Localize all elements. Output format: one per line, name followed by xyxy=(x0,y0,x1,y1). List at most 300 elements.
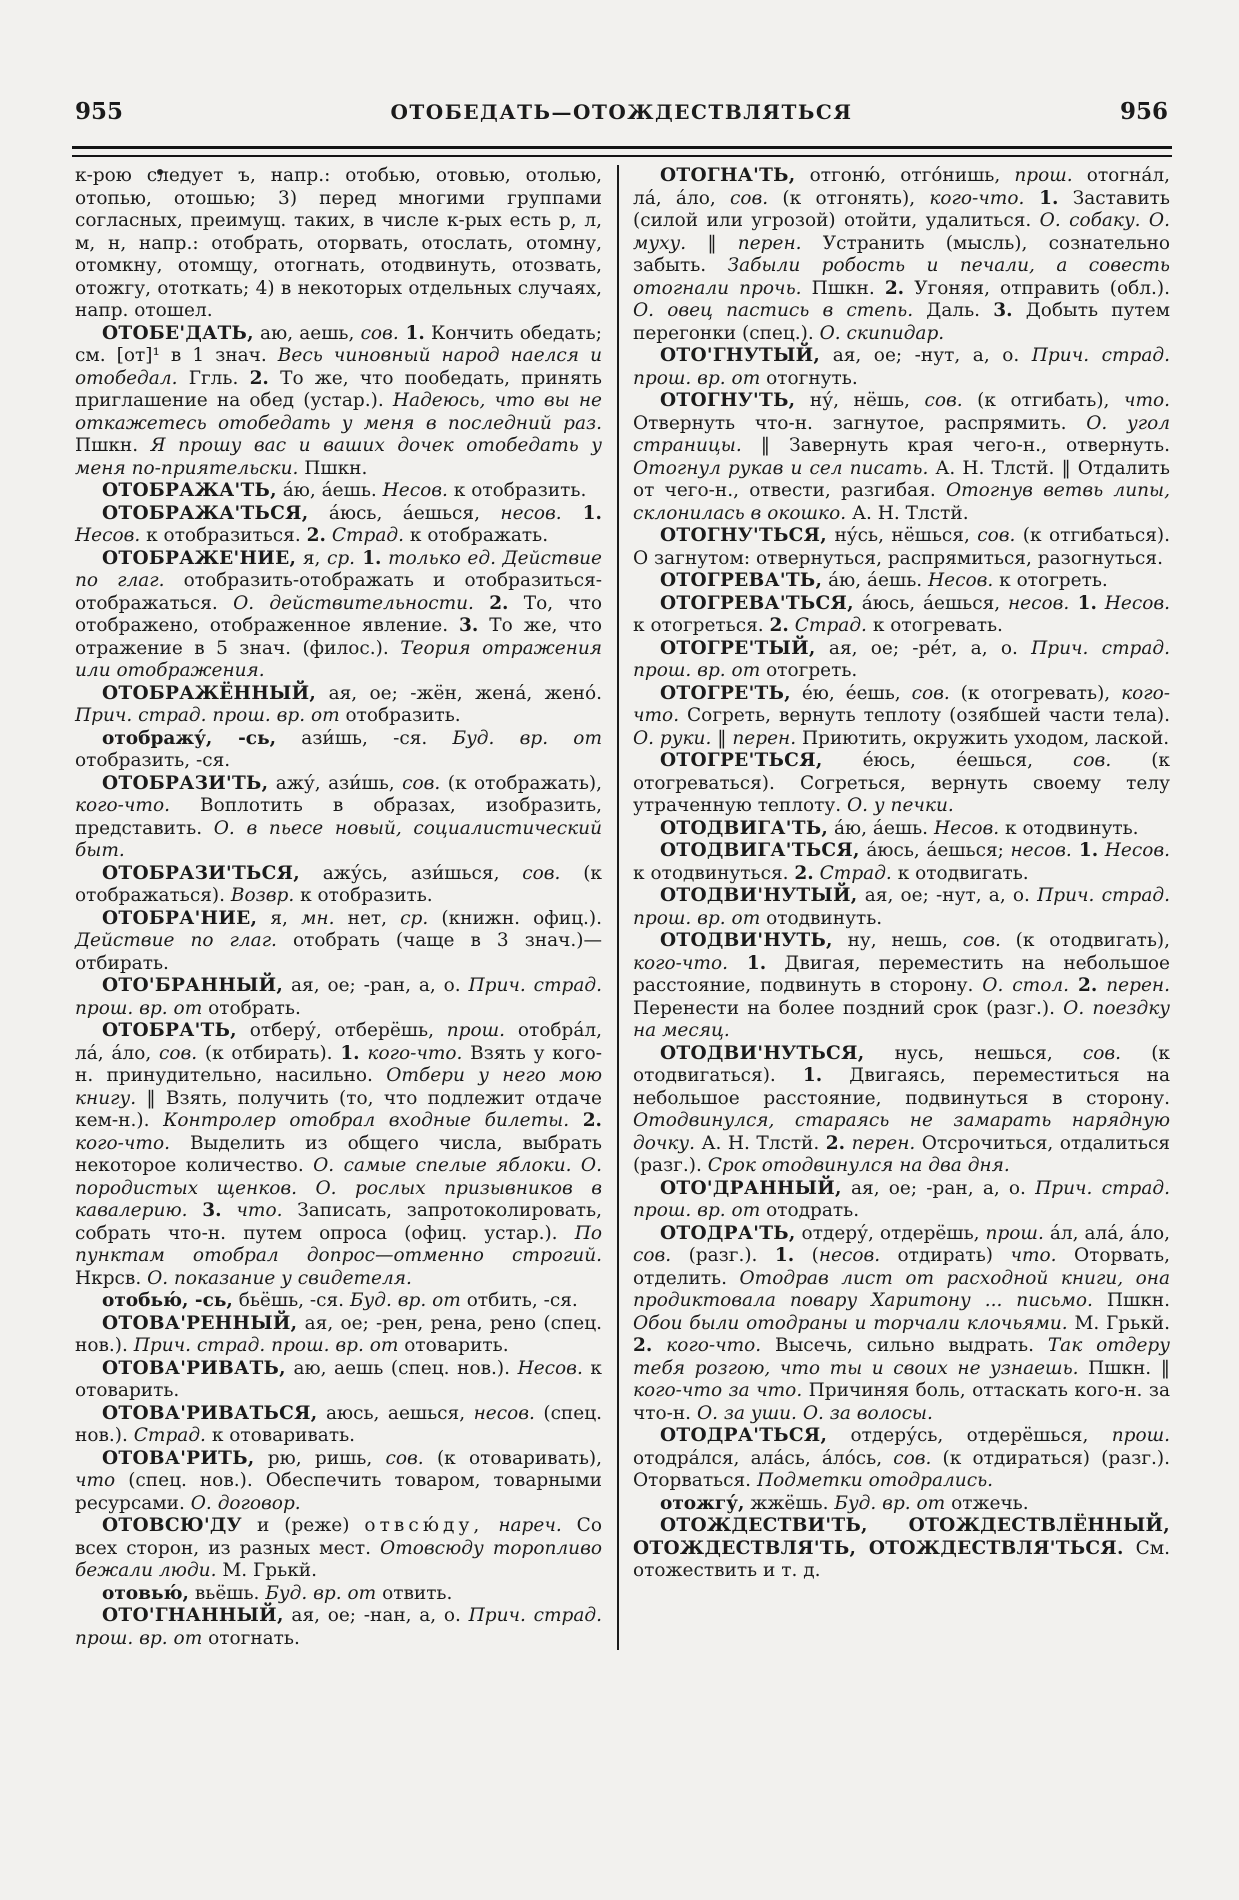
text-segment: ая, ое; -ран, а, о. xyxy=(841,1177,1036,1199)
text-segment: Записать, запротоколировать, собрать что-н. путем опроса (офиц. устар.). xyxy=(75,1200,602,1244)
entry-otogrevatsya xyxy=(633,593,1170,638)
grammar-label: что. xyxy=(1010,1245,1057,1266)
text-segment: отдеру́, отдерёшь, xyxy=(795,1222,986,1244)
text-segment: к отобразиться. xyxy=(140,525,307,546)
text-segment xyxy=(222,1200,237,1221)
grammar-label: сов. xyxy=(522,862,561,884)
headword: ОТОГНУ'ТЬ, xyxy=(660,390,796,411)
entry-otodratsya xyxy=(633,1425,1170,1493)
entry-otodvigat xyxy=(633,818,1170,841)
text-segment: ‖ Взять, получить (то, что подлежит отдаче кем-н.). xyxy=(75,1087,602,1131)
text-segment: М. Грькй. xyxy=(1067,1312,1170,1334)
text-segment xyxy=(474,593,489,614)
entry-otobrazhenie xyxy=(75,548,602,683)
text-segment xyxy=(1097,975,1106,996)
text-segment: А. Н. Тлстй. xyxy=(846,502,969,524)
text-segment: Заставить (силой или угрозой) отойти, удалиться. xyxy=(633,187,1170,231)
grammar-label: Прич. страд. прош. вр. от xyxy=(75,705,340,726)
text-segment: а́юсь, а́ешься, xyxy=(853,592,1008,614)
text-segment: Пшкн. xyxy=(801,277,885,299)
bold-form: 2. xyxy=(306,525,326,546)
grammar-label: Прич. страд. прош. вр. от xyxy=(633,1177,1170,1221)
headword: ОТОВА'РИВАТЬ, xyxy=(102,1357,286,1379)
text-segment: нусь, нешься, xyxy=(864,1042,1083,1064)
bold-form: 1. xyxy=(398,322,425,344)
grammar-label: Буд. вр. от xyxy=(834,1492,946,1514)
bold-form: 2. xyxy=(489,592,509,614)
bold-form: 1. xyxy=(728,952,767,974)
text-segment: к отогреть. xyxy=(993,570,1108,591)
bold-form: отовью́, xyxy=(102,1582,189,1604)
header-rule xyxy=(72,146,1172,157)
grammar-label: сов. xyxy=(385,1447,424,1469)
text-segment: отдеру́сь, отдерёшься, xyxy=(827,1425,1112,1446)
grammar-label: Несов. xyxy=(1104,840,1170,861)
grammar-label: несов. xyxy=(1007,592,1070,614)
grammar-label: сов. xyxy=(730,187,769,209)
entry-otovsyudu xyxy=(75,1515,602,1583)
bold-form: 3. xyxy=(993,300,1013,321)
text-segment: Оторвать, отделить. xyxy=(633,1245,1170,1289)
text-segment: ( xyxy=(794,1245,819,1266)
grammar-label: сов. xyxy=(402,772,441,794)
grammar-label: что xyxy=(75,1470,116,1491)
text-segment: (спец. нов.). Обеспечить товаром, товарными ресурсами. xyxy=(75,1470,602,1514)
text-segment: А. Н. Тлстй. xyxy=(695,1132,826,1154)
text-segment xyxy=(652,1335,666,1356)
headword: ОТОБРАЗИ'ТЬСЯ, xyxy=(102,862,300,884)
grammar-label: О. у печки. xyxy=(847,795,954,816)
entry-otobrazhyonny xyxy=(75,683,602,728)
grammar-label: Страд. xyxy=(819,862,892,884)
text-segment: к отодвинуть. xyxy=(999,817,1139,839)
text-segment: (к отодвигать), xyxy=(1000,930,1170,951)
grammar-label: несов. xyxy=(1010,840,1072,861)
grammar-label: сов. xyxy=(1073,750,1112,771)
grammar-label: Забыли робость и печали, а совесть отогнали прочь. xyxy=(633,255,1170,299)
grammar-label: Несов. xyxy=(75,525,141,546)
headword: ОТОБРАЖЁННЫЙ, xyxy=(102,682,317,704)
text-segment: ази́шь, -ся. xyxy=(276,727,453,749)
text-segment: е́юсь, е́ешься, xyxy=(822,750,1074,771)
text-segment: отогнуть. xyxy=(760,367,858,389)
grammar-label: О. поездку на месяц. xyxy=(633,997,1170,1041)
text-segment: аюсь, аешься, xyxy=(317,1402,474,1424)
text-segment: отоварить. xyxy=(398,1335,509,1356)
headword: ОТОБРАЖЕ'НИЕ, xyxy=(102,547,297,569)
column-divider xyxy=(617,165,619,1650)
text-segment: То же, что отражение в 5 знач. (филос.). xyxy=(75,615,602,659)
grammar-label: О. овец пастись в степь. xyxy=(633,300,914,321)
entry-otodvinut xyxy=(633,930,1170,1043)
grammar-label: сов. xyxy=(977,525,1016,546)
entry-otogret xyxy=(633,683,1170,751)
text-segment: То же, что пообедать, принять приглашение на обед (устар.). xyxy=(75,367,602,411)
text-segment: ажу́сь, ази́шься, xyxy=(299,862,523,884)
text-segment: Высечь, сильно выдрать. xyxy=(761,1335,1048,1356)
grammar-label: кого-что. xyxy=(633,952,728,974)
text-segment xyxy=(1098,840,1105,861)
grammar-label: Страд. xyxy=(133,1425,206,1446)
grammar-label: Прич. страд. прош. вр. от xyxy=(633,345,1170,389)
grammar-label: кого-что. xyxy=(75,795,170,816)
grammar-label: несов. xyxy=(500,502,562,524)
text-segment: а́ю, а́ешь. xyxy=(276,480,383,501)
headword: ОТОДРА'ТЬ, xyxy=(660,1222,796,1244)
entry-otobranie xyxy=(75,908,602,976)
entry-otognutsya xyxy=(633,525,1170,570)
text-segment: (к отдираться) (разг.). Оторваться. xyxy=(633,1447,1170,1491)
grammar-label: только ед. Действие по глаг. xyxy=(75,547,602,591)
text-segment xyxy=(1069,975,1078,996)
entry-otobrazitsya xyxy=(75,863,602,908)
grammar-label: кого-что за что. xyxy=(633,1380,803,1401)
text-segment: (к отображать), xyxy=(440,772,602,794)
grammar-label: О. скипидар. xyxy=(819,322,945,344)
entry-otobrat xyxy=(75,1020,602,1290)
grammar-label: прош. xyxy=(1111,1425,1170,1446)
grammar-label: Отодвинулся, стараясь не замарать нарядную дочку. xyxy=(633,1110,1170,1154)
text-segment: ‖ Завернуть края чего-н., отвернуть. xyxy=(741,435,1170,456)
grammar-label: что. xyxy=(236,1200,283,1221)
entry-otogretsya xyxy=(633,750,1170,818)
text-segment: (к отображаться). xyxy=(75,862,602,906)
grammar-label: Несов. xyxy=(517,1357,583,1379)
bold-form: 1. xyxy=(774,1245,795,1266)
grammar-label: О. угол страницы. xyxy=(633,412,1170,456)
bold-form: отожгу́, xyxy=(660,1492,745,1514)
grammar-label: несов. xyxy=(818,1245,881,1266)
headword: ОТОДВИГА'ТЬСЯ, xyxy=(660,840,860,861)
text-segment: отобра́л, ла́, а́ло, xyxy=(75,1020,602,1064)
bold-form: отобью́, -сь, xyxy=(102,1290,233,1311)
text-segment: (к отогреваться). Согреться, вернуть своему телу утраченную теплоту. xyxy=(633,750,1170,816)
text-segment: (к отгонять), xyxy=(768,187,930,209)
headword: ОТОБРАЗИ'ТЬ, xyxy=(102,772,269,794)
grammar-label: Прич. страд. прош. вр. от xyxy=(633,637,1170,681)
text-segment: То, что отображено, отображенное явление. xyxy=(75,592,603,636)
text-segment: Со всех сторон, из разных мест. xyxy=(75,1515,602,1559)
grammar-label: перен. xyxy=(851,1132,916,1154)
text-segment: (к отодвигаться). xyxy=(633,1042,1170,1086)
headword: ОТОГНУ'ТЬСЯ, xyxy=(660,525,828,546)
spaced-variant: отвсю́ду, xyxy=(364,1515,484,1536)
grammar-label: кого-что. xyxy=(929,187,1025,209)
text-segment: отгоню́, отго́нишь, xyxy=(795,165,1015,186)
text-segment: Взять у кого-н. принудительно, насильно. xyxy=(75,1042,602,1086)
text-segment: отогнать. xyxy=(202,1627,300,1649)
text-segment: к отогревать. xyxy=(866,615,1003,636)
headword: ОТОВСЮ'ДУ xyxy=(102,1515,242,1536)
text-segment: отодра́лся, ала́сь, а́ло́сь, xyxy=(633,1447,894,1469)
grammar-label: Возвр. xyxy=(230,885,295,906)
entry-otozhdestvit xyxy=(633,1515,1170,1583)
entry-otobrazit xyxy=(75,773,602,863)
grammar-label: Буд. вр. от xyxy=(349,1290,461,1311)
grammar-label: Прич. страд. прош. вр. от xyxy=(633,885,1170,929)
entry-otobrazhatsya xyxy=(75,503,602,548)
text-segment: ая, ое; -рен, рена, рено (спец. нов.). xyxy=(75,1312,602,1356)
entry-otovarivat xyxy=(75,1358,602,1403)
text-segment: (к отбирать). xyxy=(197,1042,341,1064)
grammar-label: Прич. страд. прош. вр. от xyxy=(75,1605,602,1649)
text-segment: отогна́л, ла́, а́ло, xyxy=(633,165,1171,209)
headword: ОТОГРЕВА'ТЬСЯ, xyxy=(660,592,854,614)
headword: ОТОВА'РЕННЫЙ, xyxy=(102,1312,298,1334)
text-segment: Добыть путем перегонки (спец.). xyxy=(633,300,1170,344)
text-segment: отвить. xyxy=(376,1582,453,1604)
grammar-label: Действие по глаг. xyxy=(75,930,277,951)
text-segment: Воплотить в образах, изобразить, представить. xyxy=(75,795,602,839)
bold-form: 2. xyxy=(825,1132,846,1154)
headword: ОТОВА'РИВАТЬСЯ, xyxy=(102,1402,318,1424)
headword: ОТОДВИ'НУТЬСЯ, xyxy=(660,1042,865,1064)
grammar-label: Страд. xyxy=(794,615,867,636)
bold-form: 2. xyxy=(1077,975,1098,996)
text-segment: отогреть. xyxy=(760,660,858,681)
text-segment: ая, ое; -ран, а, о. xyxy=(283,975,469,996)
grammar-label: О. показание у свидетеля. xyxy=(147,1267,412,1289)
text-segment: отбить, -ся. xyxy=(460,1290,578,1311)
text-segment: отобразить, -ся. xyxy=(75,750,231,771)
headword: ОТОЖДЕСТВИ'ТЬ, ОТОЖДЕСТВЛЁННЫЙ, ОТОЖДЕСТВЛЯ'ТЬ, ОТОЖДЕСТВЛЯ'ТЬСЯ. xyxy=(633,1515,1170,1559)
text-segment: Кончить обедать; см. [от]¹ в 1 знач. xyxy=(75,322,602,366)
bold-form: отображу́, -сь, xyxy=(102,727,277,749)
grammar-label: что. xyxy=(1123,390,1171,411)
entry-otognut xyxy=(633,390,1170,525)
text-segment: к отобразить. xyxy=(447,480,587,501)
grammar-label: Прич. страд. прош. вр. от xyxy=(75,975,603,1019)
text-segment: Пшкн. xyxy=(1092,1290,1170,1311)
text-segment: е́ю, е́ешь, xyxy=(790,682,912,704)
text-segment: Отсрочиться, отдалиться (разг.). xyxy=(633,1132,1170,1176)
text-segment: ая, ое; -ре́т, а, о. xyxy=(815,637,1032,659)
text-segment: к отоваривать. xyxy=(205,1425,356,1446)
grammar-label: Надеюсь, что вы не откажетесь отобедать у меня в последний раз. xyxy=(75,390,602,434)
text-segment: Устранить (мысль), сознательно забыть. xyxy=(633,232,1170,276)
grammar-label: перен. xyxy=(737,232,802,254)
grammar-label: Буд. вр. от xyxy=(452,727,602,749)
text-segment: Нкрсв. xyxy=(75,1267,148,1289)
entry-otovarenny xyxy=(75,1313,602,1358)
bold-form: 3. xyxy=(202,1200,222,1221)
bold-form: 2. xyxy=(633,1335,653,1356)
text-segment: аю, аешь (спец. нов.). xyxy=(285,1357,518,1379)
grammar-label: Так отдеру тебя розгою, что ты и своих не узнаешь. xyxy=(633,1335,1170,1379)
text-segment: Причиняя боль, оттаскать кого-н. за что-н. xyxy=(633,1380,1170,1424)
grammar-label: Срок отодвинулся на два дня. xyxy=(707,1155,1010,1176)
text-segment: нет, xyxy=(334,907,401,929)
text-segment: Пшкн. ‖ xyxy=(1078,1357,1170,1379)
headword: ОТОГРЕВА'ТЬ, xyxy=(660,570,823,591)
headword: ОТОБРА'ТЬ, xyxy=(102,1020,237,1041)
headword: ОТОДВИ'НУТЬ, xyxy=(660,930,833,951)
grammar-label: кого-что. xyxy=(633,682,1170,726)
grammar-label: ср. xyxy=(400,907,429,929)
entry-otovarit xyxy=(75,1448,602,1516)
grammar-label: сов. xyxy=(1082,1042,1122,1064)
bold-form: 3. xyxy=(459,615,479,636)
bold-form: 1. xyxy=(1024,187,1059,209)
text-segment: Приютить, окружить уходом, лаской. xyxy=(796,727,1170,749)
text-segment xyxy=(569,1110,583,1131)
text-segment: ну, нешь, xyxy=(832,930,963,951)
headword: ОТОГНА'ТЬ, xyxy=(660,165,796,186)
grammar-label: Несов. xyxy=(382,480,448,501)
left-column xyxy=(75,165,602,1650)
text-segment: отобрать. xyxy=(202,997,301,1019)
text-segment: к отображать. xyxy=(404,525,549,546)
continuation-oto-prefix xyxy=(75,165,602,323)
text-segment: аю, аешь, xyxy=(253,322,361,344)
grammar-label: Несов. xyxy=(928,570,994,591)
text-segment: ну́сь, нёшься, xyxy=(827,525,978,546)
text-segment: отобразить. xyxy=(339,705,461,726)
entry-otognanny xyxy=(75,1605,602,1650)
grammar-label: нареч. xyxy=(498,1515,562,1536)
text-segment: Отвернуть что-н. загнутое, распрямить. xyxy=(633,412,1087,434)
page-number-left: 955 xyxy=(75,98,124,125)
text-segment: (к отгибаться). О загнутом: отвернуться, распрямиться, разогнуться. xyxy=(633,525,1170,569)
text-segment: а́ю, а́ешь. xyxy=(828,817,934,839)
entry-otobranny xyxy=(75,975,602,1020)
grammar-label: несов. xyxy=(473,1402,535,1424)
entry-otobrazhu xyxy=(75,728,602,773)
bold-form: 1. xyxy=(802,1065,823,1086)
entry-otodvigatsya xyxy=(633,840,1170,885)
entry-otognuty xyxy=(633,345,1170,390)
bold-form: 1. xyxy=(340,1042,360,1064)
text-segment: Двигаясь, переместиться на небольшое расстояние, подвинуться в сторону. xyxy=(633,1065,1170,1109)
page-header xyxy=(75,98,1168,125)
text-segment: к отодвинуться. xyxy=(633,862,795,884)
grammar-label: Отодрав лист от расходной книги, она продиктовала повару Харитону ... письмо. xyxy=(633,1267,1170,1311)
text-segment: отберу́, отберёшь, xyxy=(236,1020,447,1041)
entry-otobedat xyxy=(75,323,602,481)
headword: ОТО'ГНУТЫЙ, xyxy=(660,345,821,366)
text-segment: ну́, нёшь, xyxy=(795,390,925,411)
headword: ОТОБРА'НИЕ, xyxy=(102,907,258,929)
bold-form: 1. xyxy=(1069,592,1097,614)
grammar-label: сов. xyxy=(924,390,963,411)
text-segment: я, xyxy=(296,547,327,569)
text-segment: Двигая, переместить на небольшое расстояние, подвинуть в сторону. xyxy=(633,952,1170,996)
grammar-label: кого-что. xyxy=(75,1132,170,1154)
text-segment: и (реже) xyxy=(242,1515,365,1536)
grammar-label: Обои были отодраны и торчали клочьями. xyxy=(633,1312,1068,1334)
text-segment: Перенести на более поздний срок (разг.). xyxy=(633,997,1064,1019)
text-segment: См. отожествить и т. д. xyxy=(633,1537,1170,1581)
grammar-label: О. стол. xyxy=(982,975,1069,996)
text-segment: к-рою следует ъ, напр.: отобью, отовью, отолью, отопью, отошью; 3) перед многими группами согласных, преимущ. таких, в числе к-рых есть р, л, м, н, напр.: отобрать, оторвать, отослать, отомну, отомкну, отомщу, отогнать, отодвинуть, отозвать, отожгу, ототкать; 4) в некоторых отдельных случаях, напр. отошел. xyxy=(75,165,602,321)
grammar-label: сов. xyxy=(962,930,1001,951)
entry-otodvinuty xyxy=(633,885,1170,930)
grammar-label: прош. xyxy=(1014,165,1073,186)
headword: ОТОБРАЖА'ТЬ, xyxy=(102,480,277,501)
headword: ОТОДВИГА'ТЬ, xyxy=(660,817,829,839)
headword: ОТО'ГНАННЫЙ, xyxy=(102,1605,284,1626)
grammar-label: Несов. xyxy=(933,817,1000,839)
entry-otodvinutsya xyxy=(633,1043,1170,1178)
headword: ОТОДРА'ТЬСЯ, xyxy=(660,1425,828,1446)
text-segment: (спец. нов.). xyxy=(75,1402,602,1446)
grammar-label: сов. xyxy=(911,682,950,704)
grammar-label: О. самые спелые яблоки. О. породистых щенков. О. рослых призывников в кавалерию. xyxy=(75,1155,602,1221)
bold-form: 1. xyxy=(561,502,602,524)
grammar-label: Контролер отобрал входные билеты. xyxy=(163,1110,570,1131)
text-segment: к отодвигать. xyxy=(891,862,1029,884)
entry-otobrazhat xyxy=(75,480,602,503)
page-number-right: 956 xyxy=(1119,98,1168,125)
headword: ОТО'БРАННЫЙ, xyxy=(102,975,284,996)
bold-form: 1. xyxy=(355,547,382,569)
text-segment: а́юсь, а́ешься, xyxy=(308,502,501,524)
headword: ОТОБЕ'ДАТЬ, xyxy=(102,322,254,344)
text-segment: ‖ xyxy=(711,727,733,749)
grammar-label: перен. xyxy=(1106,975,1170,996)
text-segment: а́ю, а́ешь. xyxy=(822,570,929,591)
grammar-label: О. собаку. О. муху. xyxy=(633,210,1170,254)
entry-otogrety xyxy=(633,638,1170,683)
grammar-label: прош. xyxy=(446,1020,506,1041)
grammar-label: Страд. xyxy=(331,525,405,546)
grammar-label: прош. xyxy=(985,1222,1044,1244)
text-segment: вьёшь. xyxy=(188,1582,266,1604)
text-segment: отодвинуть. xyxy=(760,907,883,929)
grammar-label: Буд. вр. от xyxy=(265,1582,377,1604)
grammar-label: Подметки отодрались. xyxy=(756,1470,994,1491)
grammar-label: Я прошу вас и ваших дочек отобедать у меня по-приятельски. xyxy=(75,435,602,479)
text-segment: ‖ xyxy=(686,232,738,254)
grammar-label: Теория отражения или отображения. xyxy=(75,637,602,681)
grammar-label: перен. xyxy=(732,727,797,749)
text-segment: ая, ое; -нут, а, о. xyxy=(857,885,1038,906)
entry-otodrat xyxy=(633,1223,1170,1426)
text-segment: отобразить-отображать и отобразиться-отображаться. xyxy=(75,570,602,614)
entry-otogrevat xyxy=(633,570,1170,593)
grammar-label: Отбери у него мою книгу. xyxy=(75,1065,602,1109)
grammar-label: Прич. страд. прош. вр. от xyxy=(133,1335,399,1356)
text-segment: к отоварить. xyxy=(75,1357,602,1401)
entry-otozhgu xyxy=(633,1493,1170,1516)
text-segment: ажу́, ази́шь, xyxy=(268,772,403,794)
bold-form: 1. xyxy=(1071,840,1099,861)
grammar-label: сов. xyxy=(360,322,399,344)
grammar-label: О. за уши. О. за волосы. xyxy=(696,1402,933,1424)
text-segment: Ггль. xyxy=(177,367,250,389)
headword: ОТОГРЕ'ТЫЙ, xyxy=(660,637,816,659)
bold-form: 2. xyxy=(249,367,269,389)
grammar-label: кого-что. xyxy=(367,1042,463,1064)
text-segment: (к отоваривать), xyxy=(423,1447,603,1469)
text-segment: отобрать (чаще в 3 знач.)—отбирать. xyxy=(75,930,602,974)
text-segment: к отогреться. xyxy=(633,615,770,636)
text-segment: (к отогревать), xyxy=(949,682,1122,704)
text-segment xyxy=(483,1515,498,1536)
grammar-label: О. действительности. xyxy=(233,592,474,614)
bold-form: 2. xyxy=(582,1110,603,1131)
text-segment: Пшкн. xyxy=(75,435,151,456)
entry-otognat xyxy=(633,165,1170,345)
grammar-label: Отогнул рукав и сел писать. xyxy=(633,457,929,479)
grammar-label: Несов. xyxy=(1104,592,1170,614)
headword: ОТОГРЕ'ТЬСЯ, xyxy=(660,750,823,771)
text-segment: (книжн. офиц.). xyxy=(428,907,602,929)
grammar-label: мн. xyxy=(301,907,335,929)
text-segment: Выделить из общего числа, выбрать некоторое количество. xyxy=(75,1132,602,1176)
text-segment xyxy=(188,1200,203,1221)
grammar-label: О. договор. xyxy=(190,1492,301,1514)
